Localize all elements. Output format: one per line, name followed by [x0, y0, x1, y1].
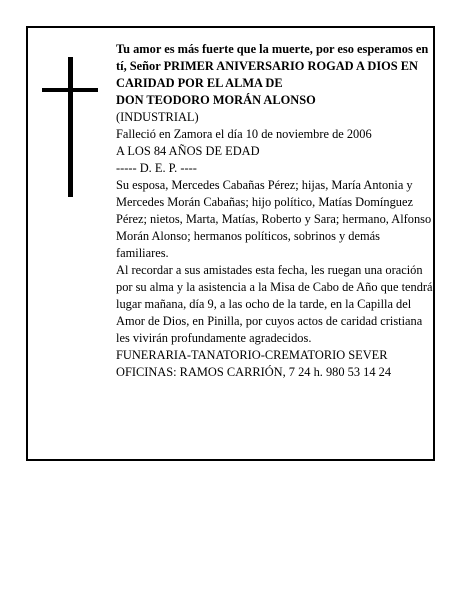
rip-line: ----- D. E. P. ---- [116, 161, 197, 175]
family-list: Su esposa, Mercedes Cabañas Pérez; hijas, María Antonia y Mercedes Morán Cabañas; hijo político, Matías Domínguez Pérez; nietos, Marta, Matías, Roberto y Sara; hermano, Alfonso Morán Alonso; hermanos políticos, sobrinos y demás familiares. [116, 178, 432, 260]
obituary-notice [26, 26, 435, 461]
cross-horizontal-bar [42, 88, 98, 92]
deceased-name: DON TEODORO MORÁN ALONSO [116, 93, 316, 107]
mass-invitation: Al recordar a sus amistades esta fecha, les ruegan una oración por su alma y la asistencia a la Misa de Cabo de Año que tendrá lugar mañana, día 9, a las ocho de la tarde, en la Capilla del Amor de Dios, en Pinilla, por cuyos actos de caridad cristiana les vivirán profundamente agradecidos. [116, 263, 433, 345]
offices-info: OFICINAS: RAMOS CARRIÓN, 7 24 h. 980 53 14 24 [116, 365, 392, 379]
cross-vertical-bar [68, 57, 73, 197]
funeral-home: FUNERARIA-TANATORIO-CREMATORIO SEVER [116, 348, 388, 362]
death-info: Falleció en Zamora el día 10 de noviembre de 2006 [116, 127, 372, 141]
deceased-age: A LOS 84 AÑOS DE EDAD [116, 144, 260, 158]
notice-text [116, 41, 434, 381]
notice-heading: Tu amor es más fuerte que la muerte, por eso esperamos en tí, Señor PRIMER ANIVERSARIO ROGAD A DIOS EN CARIDAD POR EL ALMA DE [116, 42, 429, 90]
deceased-occupation: (INDUSTRIAL) [116, 110, 199, 124]
